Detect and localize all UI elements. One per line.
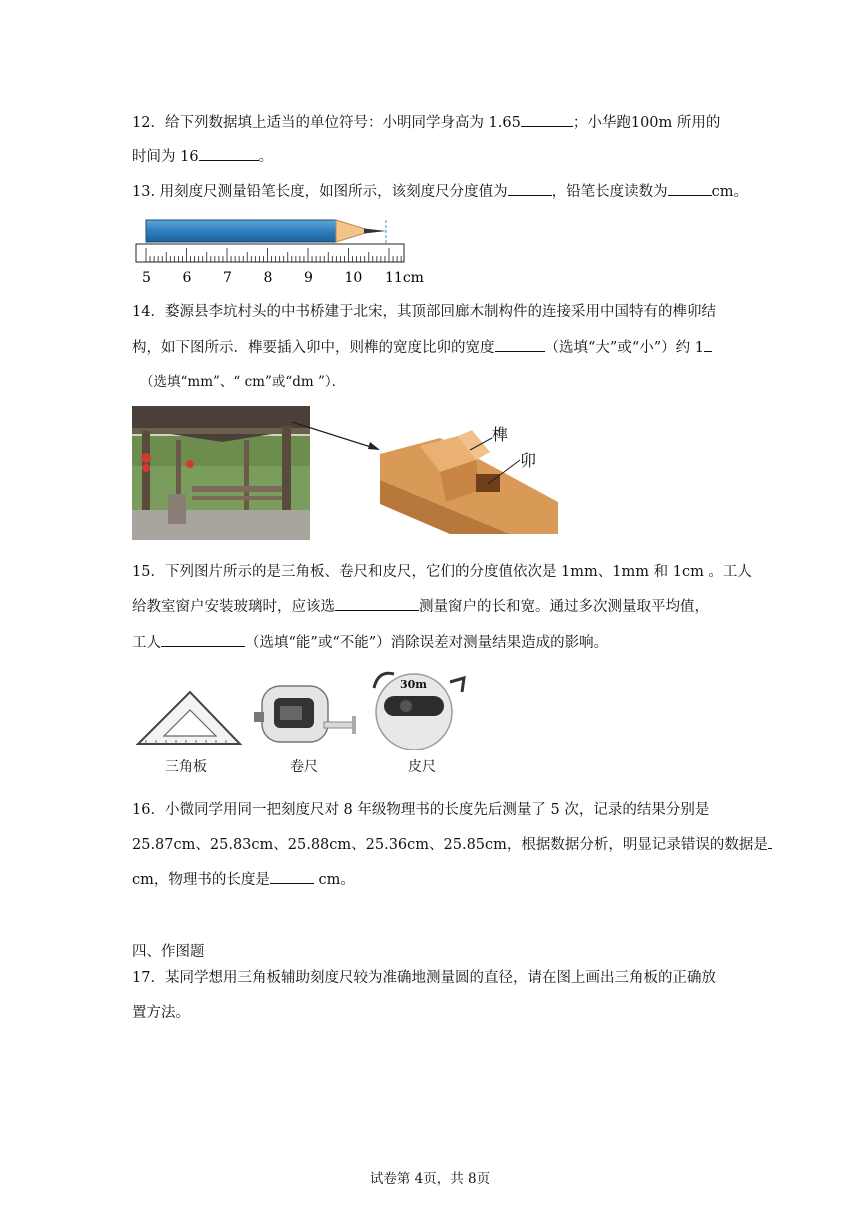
answer-blank[interactable] — [495, 337, 545, 352]
q17-line1: 17．某同学想用三角板辅助刻度尺较为准确地测量圆的直径，请在图上画出三角板的正确放 — [132, 970, 716, 986]
mortise-tenon-photo — [380, 425, 558, 534]
tape-measure-icon — [252, 676, 362, 748]
triangle-ruler-icon — [134, 688, 244, 746]
label-mao: 卯 — [520, 451, 537, 470]
measuring-tape-reel-icon — [364, 668, 474, 750]
ruler-label: 7 — [223, 270, 232, 286]
answer-blank[interactable] — [508, 181, 552, 196]
ruler-diagram — [134, 214, 424, 289]
answer-blank[interactable] — [768, 834, 772, 849]
page-footer: 试卷第 4页，共 8页 — [369, 1171, 491, 1187]
ruler-pencil-figure — [134, 214, 424, 289]
q15-line3: 工人 （选填“能”或“不能”）消除误差对测量结果造成的影响。 — [132, 632, 608, 653]
answer-blank[interactable] — [335, 596, 419, 611]
q17-line2: 置方法。 — [132, 1005, 190, 1021]
q12-line2: 时间为 16 。 — [132, 146, 273, 167]
q13-line: 13. 用刻度尺测量铅笔长度，如图所示，该刻度尺分度值为 ，铅笔长度读数为 cm。 — [132, 181, 748, 202]
answer-blank[interactable] — [668, 181, 712, 196]
ruler-label: 6 — [182, 270, 192, 286]
answer-blank[interactable] — [161, 632, 245, 647]
answer-blank[interactable] — [199, 146, 259, 161]
label-sun: 榫 — [492, 425, 509, 444]
q15-line2: 给教室窗户安装玻璃时，应该选 测量窗户的长和宽。通过多次测量取平均值， — [132, 596, 709, 617]
pavilion-photo — [132, 406, 310, 540]
ruler-body — [136, 244, 404, 262]
ruler-label: 11cm — [385, 270, 424, 286]
ruler-labels — [142, 270, 424, 286]
q15-line1: 15．下列图片所示的是三角板、卷尺和皮尺，它们的分度值依次是 1mm、1mm 和 1cm 。工人 — [132, 564, 752, 580]
caption-triangle: 三角板 — [165, 759, 207, 775]
q14-line2: 构，如下图所示．榫要插入卯中，则榫的宽度比卯的宽度 （选填“大”或“小”）约 1 — [132, 337, 712, 358]
ruler-label: 8 — [263, 270, 273, 286]
caption-tape: 卷尺 — [290, 759, 318, 775]
pointer-arrow — [290, 418, 382, 454]
answer-blank[interactable] — [521, 112, 573, 127]
section-heading: 四、作图题 — [132, 944, 205, 960]
caption-reel: 皮尺 — [408, 759, 436, 775]
ruler-label: 10 — [344, 270, 363, 286]
tape-label: 30m — [400, 678, 427, 691]
q16-line2: 25.87cm、25.83cm、25.88cm、25.36cm、25.85cm，根据数据分析，明显记录错误的数据是 — [132, 834, 772, 855]
ruler-label: 9 — [304, 270, 313, 286]
answer-blank[interactable] — [270, 869, 314, 884]
ruler-label: 5 — [142, 270, 151, 286]
q16-line1: 16．小微同学用同一把刻度尺对 8 年级物理书的长度先后测量了 5 次，记录的结果分别是 — [132, 802, 710, 818]
q12-line1: 12．给下列数据填上适当的单位符号：小明同学身高为 1.65 ；小华跑100m 所用的 — [132, 112, 720, 133]
q14-line3: （选填“mm”、“ cm”或“dm ”）． — [140, 374, 346, 390]
pencil-icon — [146, 220, 386, 242]
q14-line1: 14．婺源县李坑村头的中书桥建于北宋，其顶部回廊木制构件的连接采用中国特有的榫卯结 — [132, 304, 716, 320]
answer-blank[interactable] — [704, 337, 712, 352]
q16-line3: cm，物理书的长度是 cm。 — [132, 869, 355, 890]
